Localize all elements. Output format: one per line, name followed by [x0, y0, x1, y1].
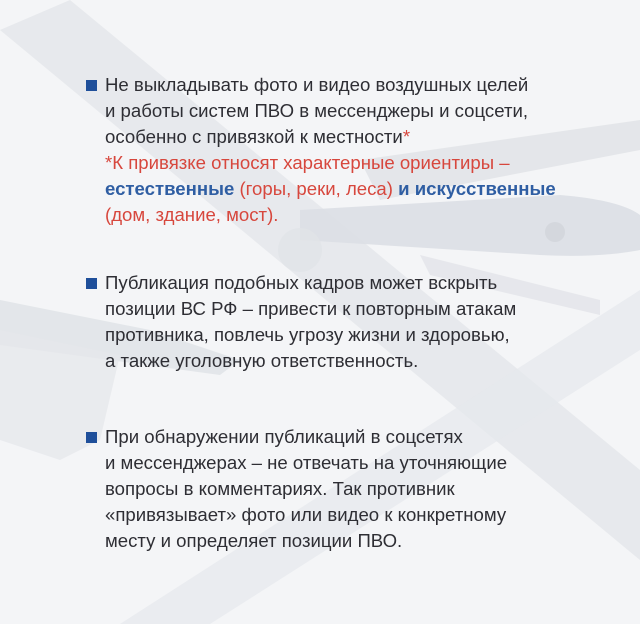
- text-line: вопросы в комментариях. Так противник: [105, 478, 455, 499]
- highlight-natural: естественные: [105, 178, 235, 199]
- footnote-line: *К привязке относят характерные ориентиры –: [105, 152, 510, 173]
- text-line: и работы систем ПВО в мессенджеры и соцсети,: [105, 100, 529, 121]
- text-line: позиции ВС РФ – привести к повторным атакам: [105, 298, 517, 319]
- text-line: При обнаружении публикаций в соцсетях: [105, 426, 463, 447]
- item-text: [105, 424, 606, 554]
- bullet-square-icon: [86, 80, 97, 91]
- text-fragment: особенно с привязкой к местности: [105, 126, 403, 147]
- text-line: Публикация подобных кадров может вскрыть: [105, 272, 498, 293]
- list-item-3: [86, 424, 606, 554]
- natural-examples: (горы, реки, леса): [234, 178, 399, 199]
- text-line: [105, 124, 606, 150]
- list-item-2: [86, 270, 606, 374]
- text-line: противника, повлечь угрозу жизни и здоровью,: [105, 324, 510, 345]
- text-line: Не выкладывать фото и видео воздушных целей: [105, 74, 529, 95]
- text-line: «привязывает» фото или видео к конкретному: [105, 504, 507, 525]
- list-item-1: [86, 72, 606, 228]
- item-text: [105, 270, 606, 374]
- bullet-square-icon: [86, 432, 97, 443]
- footnote-asterisk: *: [402, 126, 411, 147]
- text-line: месту и определяет позиции ПВО.: [105, 530, 403, 551]
- footnote-line: [105, 176, 606, 202]
- item-text: [105, 72, 606, 228]
- artificial-examples: (дом, здание, мост).: [105, 204, 279, 225]
- text-line: а также уголовную ответственность.: [105, 350, 419, 371]
- bullet-square-icon: [86, 278, 97, 289]
- highlight-artificial: и искусственные: [398, 178, 556, 199]
- text-line: и мессенджерах – не отвечать на уточняющие: [105, 452, 508, 473]
